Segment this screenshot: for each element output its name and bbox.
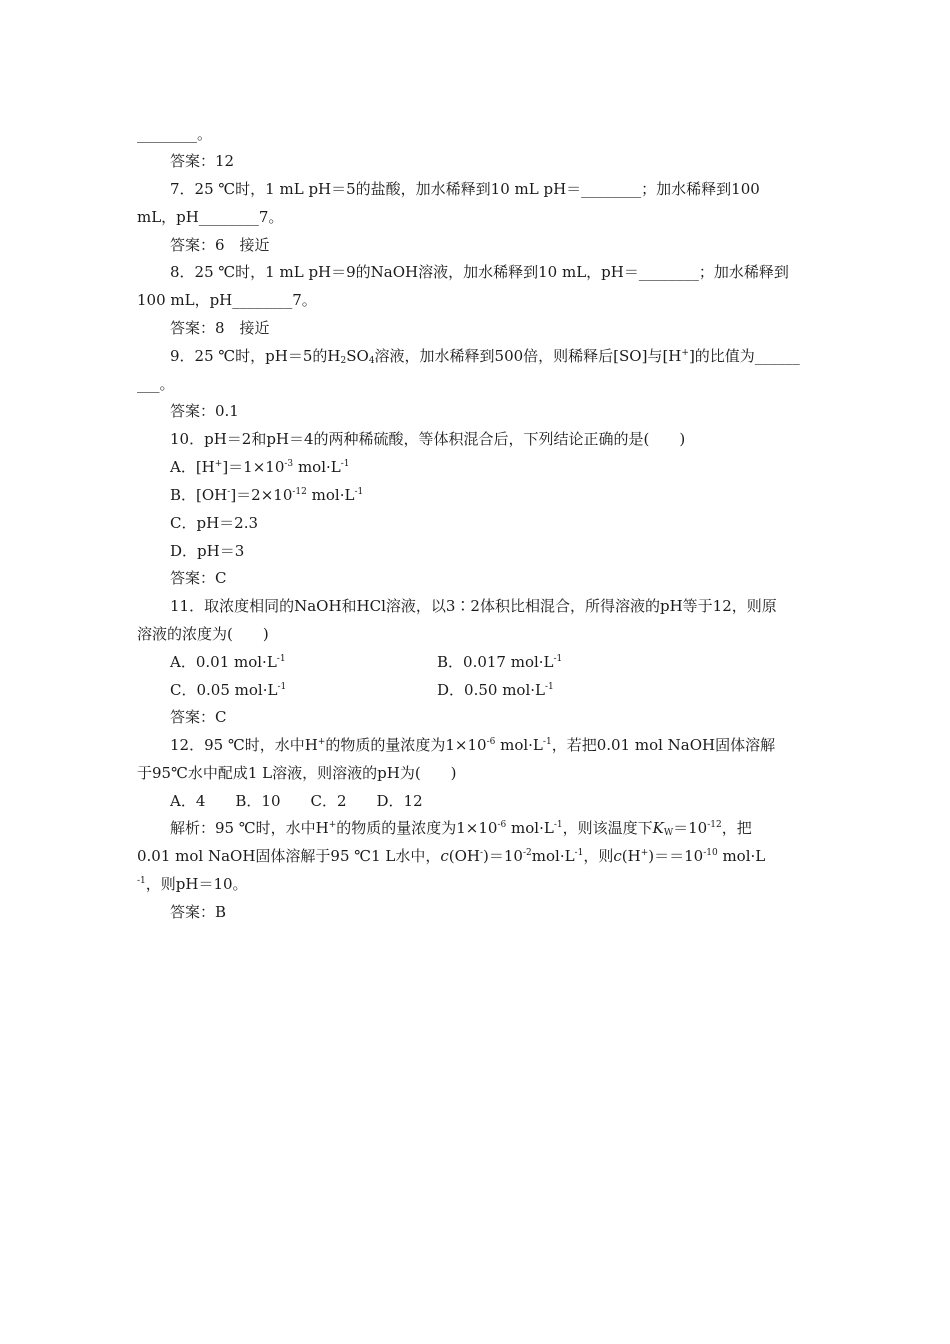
question-11-option-b: B．0.017 $mol\cdot L^{-1}$ xyxy=(437,653,563,671)
question-10-option-b: B．$[OH^-]=2\times 10^{-12}$ $mol\cdot L^{-1}$ xyxy=(170,486,364,504)
question-10-stem: 10．pH＝2和pH＝4的两种稀硫酸，等体积混合后，下列结论正确的是( ) xyxy=(170,430,686,448)
question-11-option-c: C．0.05 $mol\cdot L^{-1}$ xyxy=(170,681,287,699)
question-11-line-2: 溶液的浓度为( ) xyxy=(137,625,269,643)
question-7-line-2: mL，pH________7。 xyxy=(137,208,284,226)
analysis-line-3: $^{-1}$，则pH＝10。 xyxy=(137,875,248,893)
answer-line: 答案：6 接近 xyxy=(170,236,270,254)
answer-line: 答案：8 接近 xyxy=(170,319,270,337)
answer-line: 答案：B xyxy=(170,903,227,921)
question-11-option-a: A．0.01 $mol\cdot L^{-1}$ xyxy=(170,653,286,671)
question-7-line-1: 7．25 ℃时，1 mL pH＝5的盐酸，加水稀释到10 mL pH＝________；加水稀释到100 xyxy=(170,180,760,198)
question-12-options: A．4 B．10 C．2 D．12 xyxy=(170,792,423,810)
question-9-line-2: ___。 xyxy=(137,375,175,393)
question-10-option-d: D．pH＝3 xyxy=(170,542,245,560)
answer-line: 答案：C xyxy=(170,708,227,726)
question-11-line-1: 11．取浓度相同的NaOH和HCl溶液，以3∶2体积比相混合，所得溶液的pH等于12，则原 xyxy=(170,597,777,615)
answer-line: 答案：12 xyxy=(170,152,235,170)
answer-line: 答案：C xyxy=(170,569,227,587)
question-9-line-1: 9．25 ℃时，pH＝5的$H_2SO_4$溶液，加水稀释到500倍，则稀释后[SO]与[H+]的比值为______ xyxy=(170,347,800,366)
analysis-line-2: 0.01 mol NaOH固体溶解于95 ℃1 L水中，$c(OH^-)=10^{-2}mol\cdot L^{-1}$，则$c(H^+)==10^{-10}$ mol·L xyxy=(137,847,766,865)
question-12-line-2: 于95℃水中配成1 L溶液，则溶液的pH为( ) xyxy=(137,764,457,782)
answer-line: 答案：0.1 xyxy=(170,402,239,420)
analysis-line-1: 解析：95 ℃时，水中H+的物质的量浓度为$1\times 10^{-6}$ $mol\cdot L^{-1}$，则该温度下$K_W=10^{-12}$，把 xyxy=(170,819,752,838)
question-8-line-2: 100 mL，pH________7。 xyxy=(137,291,317,309)
question-11-option-d: D．0.50 $mol\cdot L^{-1}$ xyxy=(437,681,554,699)
answer-blank-line: ________。 xyxy=(137,125,213,143)
question-10-option-a: A．$[H^+]=1\times 10^{-3}$ $mol\cdot L^{-1}$ xyxy=(170,458,350,476)
question-8-line-1: 8．25 ℃时，1 mL pH＝9的NaOH溶液，加水稀释到10 mL，pH＝________；加水稀释到 xyxy=(170,263,789,281)
question-12-line-1: 12．95 ℃时，水中H+的物质的量浓度为$1\times 10^{-6}$ $mol\cdot L^{-1}$，若把0.01 mol NaOH固体溶解 xyxy=(170,736,776,754)
question-10-option-c: C．pH＝2.3 xyxy=(170,514,259,532)
